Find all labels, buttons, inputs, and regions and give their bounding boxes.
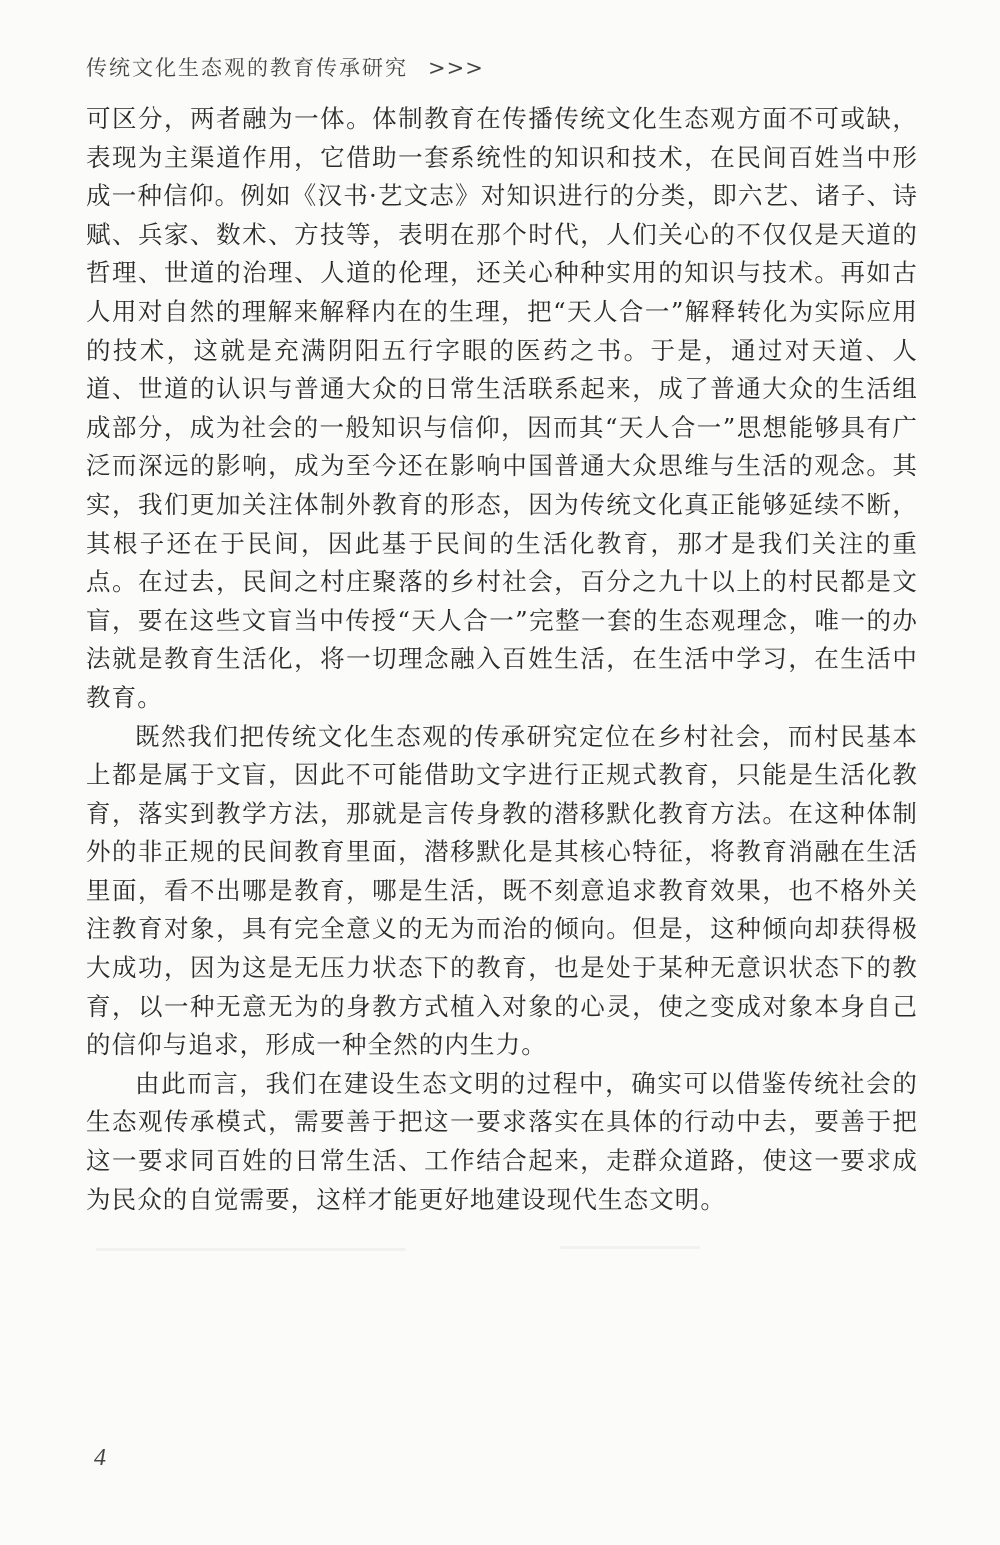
scan-artifact <box>560 1246 700 1249</box>
book-title: 传统文化生态观的教育传承研究 <box>86 56 408 80</box>
body-text <box>86 100 918 1219</box>
running-header <box>86 52 484 82</box>
paragraph: 既然我们把传统文化生态观的传承研究定位在乡村社会，而村民基本上都是属于文盲，因此不可能借助文字进行正规式教育，只能是生活化教育，落实到教学方法，那就是言传身教的潜移默化教育方法。在这种体制外的非正规的民间教育里面，潜移默化是其核心特征，将教育消融在生活里面，看不出哪是教育，哪是生活，既不刻意追求教育效果，也不格外关注教育对象，具有完全意义的无为而治的倾向。但是，这种倾向却获得极大成功，因为这是无压力状态下的教育，也是处于某种无意识状态下的教育，以一种无意无为的身教方式植入对象的心灵，使之变成对象本身自己的信仰与追求，形成一种全然的内生力。 <box>86 721 918 1060</box>
page-number: 4 <box>94 1445 106 1471</box>
paragraph-continued: 可区分，两者融为一体。体制教育在传播传统文化生态观方面不可或缺，表现为主渠道作用，它借助一套系统性的知识和技术，在民间百姓当中形成一种信仰。例如《汉书·艺文志》对知识进行的分类，即六艺、诸子、诗赋、兵家、数术、方技等，表明在那个时代，人们关心的不仅仅是天道的哲理、世道的治理、人道的伦理，还关心种种实用的知识与技术。再如古人用对自然的理解来解释内在的生理，把“天人合一”解释转化为实际应用的技术，这就是充满阴阳五行字眼的医药之书。于是，通过对天道、人道、世道的认识与普通大众的日常生活联系起来，成了普通大众的生活组成部分，成为社会的一般知识与信仰，因而其“天人合一”思想能够具有广泛而深远的影响，成为至今还在影响中国普通大众思维与生活的观念。其实，我们更加关注体制外教育的形态，因为传统文化真正能够延续不断，其根子还在于民间，因此基于民间的生活化教育，那才是我们关注的重点。在过去，民间之村庄聚落的乡村社会，百分之九十以上的村民都是文盲，要在这些文盲当中传授“天人合一”完整一套的生态观理念，唯一的办法就是教育生活化，将一切理念融入百姓生活，在生活中学习，在生活中教育。 <box>86 104 918 712</box>
scan-artifact <box>96 1248 406 1251</box>
paragraph: 由此而言，我们在建设生态文明的过程中，确实可以借鉴传统社会的生态观传承模式，需要善于把这一要求落实在具体的行动中去，要善于把这一要求同百姓的日常生活、工作结合起来，走群众道路，使这一要求成为民众的自觉需要，这样才能更好地建设现代生态文明。 <box>86 1068 918 1214</box>
header-separator: >>> <box>428 56 484 80</box>
